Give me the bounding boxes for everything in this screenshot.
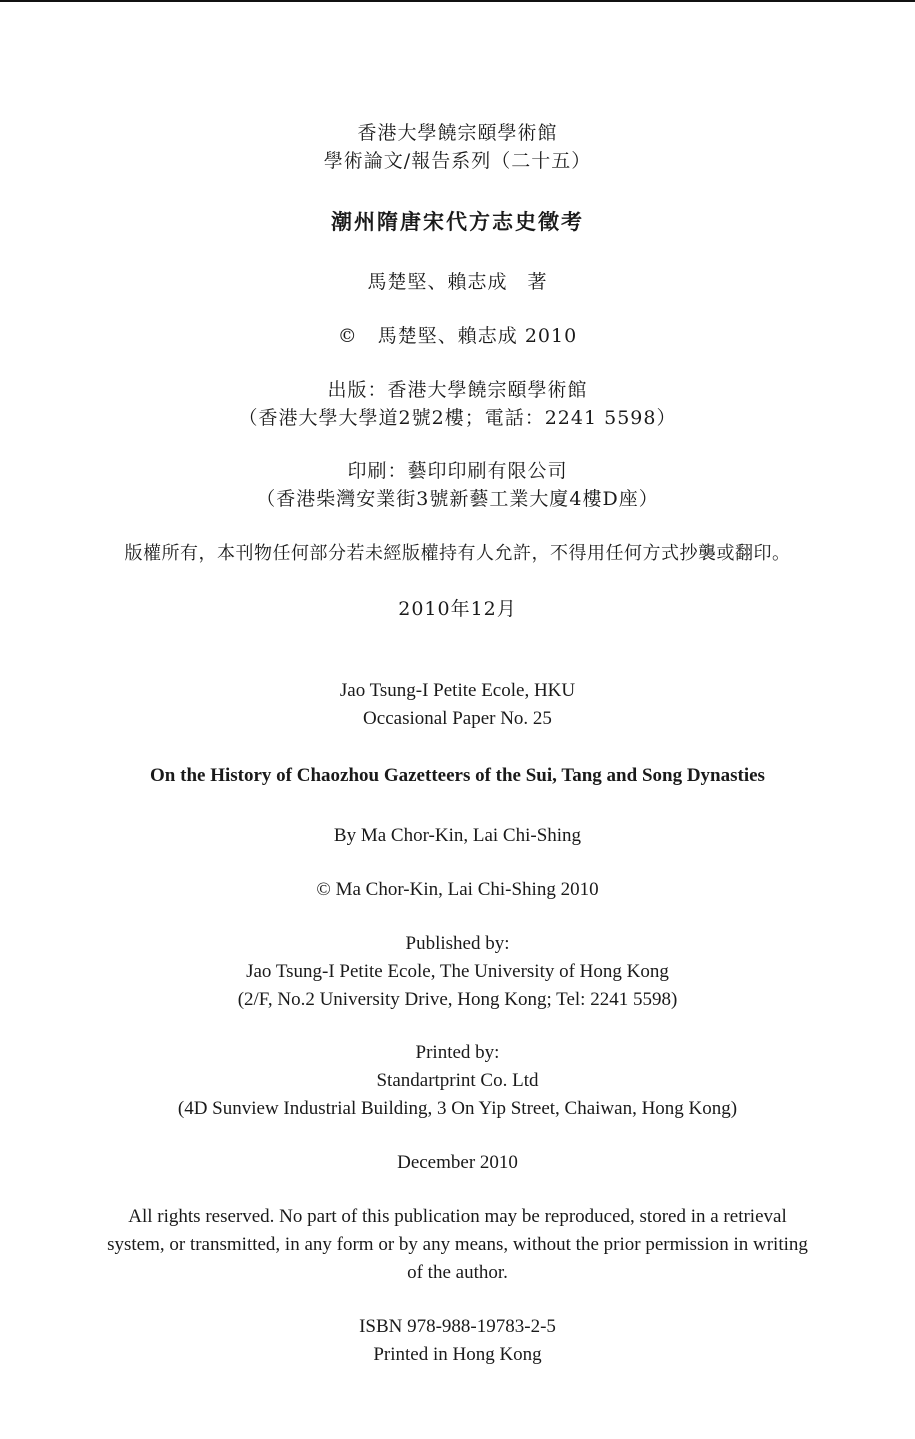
zh-publisher-address: （香港大學大學道2號2樓；電話：2241 5598） bbox=[238, 407, 677, 429]
zh-printer: 印刷：藝印印刷有限公司 bbox=[347, 460, 568, 482]
en-printed-by-label: Printed by: bbox=[415, 1042, 500, 1063]
en-book-title: On the History of Chaozhou Gazetteers of the Sui, Tang and Song Dynasties bbox=[150, 765, 765, 786]
en-authors: By Ma Chor-Kin, Lai Chi-Shing bbox=[333, 825, 582, 846]
en-printed-in: Printed in Hong Kong bbox=[373, 1344, 542, 1365]
zh-publisher: 出版：香港大學饒宗頤學術館 bbox=[327, 379, 588, 401]
en-publisher: Jao Tsung-I Petite Ecole, The University of Hong Kong bbox=[246, 961, 669, 982]
en-printer-address: (4D Sunview Industrial Building, 3 On Yip Street, Chaiwan, Hong Kong) bbox=[177, 1098, 738, 1119]
en-rights-line-2: system, or transmitted, in any form or by any means, without the prior permission in writing bbox=[107, 1234, 808, 1255]
en-isbn: ISBN 978-988-19783-2-5 bbox=[359, 1316, 556, 1337]
en-date: December 2010 bbox=[397, 1152, 518, 1173]
zh-series-label: 學術論文/報告系列（二十五） bbox=[323, 150, 592, 172]
en-published-by-label: Published by: bbox=[405, 933, 510, 954]
zh-authors: 馬楚堅、賴志成 著 bbox=[367, 271, 548, 293]
zh-rights-statement: 版權所有，本刊物任何部分若未經版權持有人允許，不得用任何方式抄襲或翻印。 bbox=[124, 543, 791, 564]
zh-printer-address: （香港柴灣安業街3號新藝工業大廈4樓D座） bbox=[256, 488, 659, 510]
en-publisher-address: (2/F, No.2 University Drive, Hong Kong; Tel: 2241 5598) bbox=[237, 989, 678, 1010]
en-rights-line-3: of the author. bbox=[407, 1262, 508, 1283]
top-border-rule bbox=[0, 0, 915, 2]
zh-book-title: 潮州隋唐宋代方志史徵考 bbox=[331, 210, 584, 234]
en-printer: Standartprint Co. Ltd bbox=[376, 1070, 539, 1091]
zh-copyright: © 馬楚堅、賴志成 2010 bbox=[337, 325, 578, 347]
zh-date: 2010年12月 bbox=[398, 598, 517, 620]
en-series-label: Occasional Paper No. 25 bbox=[363, 708, 552, 729]
en-copyright: © Ma Chor-Kin, Lai Chi-Shing 2010 bbox=[316, 879, 599, 900]
en-institute-name: Jao Tsung-I Petite Ecole, HKU bbox=[339, 680, 576, 701]
zh-institute-name: 香港大學饒宗頤學術館 bbox=[357, 122, 558, 144]
en-rights-line-1: All rights reserved. No part of this publication may be reproduced, stored in a retrieval bbox=[128, 1206, 787, 1227]
